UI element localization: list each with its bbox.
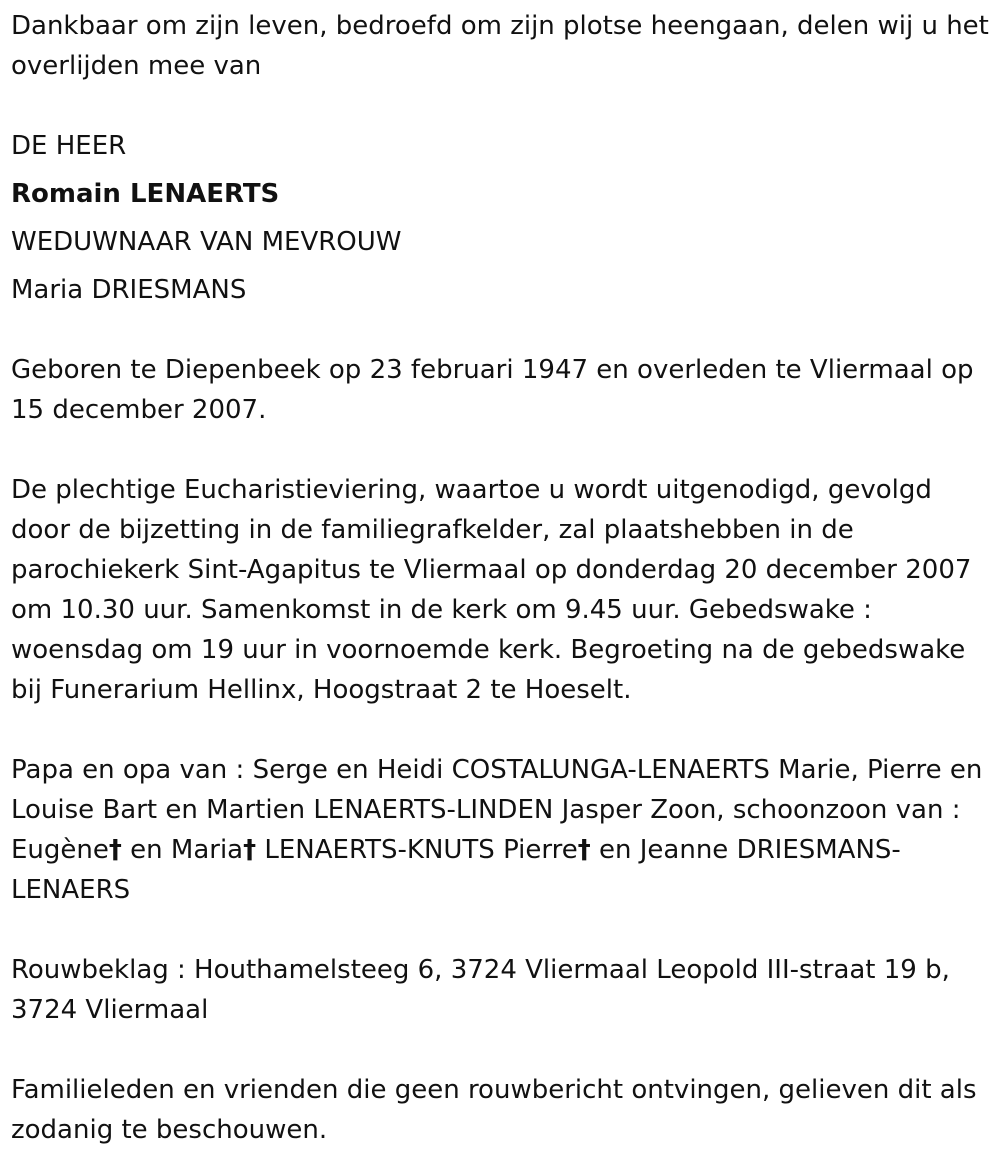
spacer — [11, 710, 990, 750]
family-part-3: LENAERTS-KNUTS Pierre — [256, 835, 578, 865]
family-part-2: en Maria — [121, 835, 244, 865]
widower-line: WEDUWNAAR VAN MEVROUW — [11, 227, 402, 257]
spacer — [11, 1030, 990, 1070]
spacer — [11, 310, 990, 350]
family-text — [11, 750, 990, 910]
deceased-name: Romain LENAERTS — [11, 179, 280, 209]
spacer — [11, 86, 990, 126]
cross-icon: † — [577, 835, 591, 865]
family-part-1: Papa en opa van : Serge en Heidi COSTALUNGA-LENAERTS Marie, Pierre en Louise Bart en Martien LENAERTS-LINDEN Jasper Zoon, schoonzoon van : Eugène — [11, 755, 983, 865]
closing-text: Familieleden en vrienden die geen rouwbericht ontvingen, gelieven dit als zodanig te beschouwen. — [11, 1075, 977, 1145]
cross-icon: † — [108, 835, 122, 865]
spouse-name: Maria DRIESMANS — [11, 275, 247, 305]
cross-icon: † — [243, 835, 257, 865]
spacer — [11, 910, 990, 950]
condolence-text: Rouwbeklag : Houthamelsteeg 6, 3724 Vliermaal Leopold III-straat 19 b, 3724 Vliermaal — [11, 955, 950, 1025]
intro-text: Dankbaar om zijn leven, bedroefd om zijn plotse heengaan, delen wij u het overlijden mee van — [11, 11, 989, 81]
birth-death-text: Geboren te Diepenbeek op 23 februari 1947 en overleden te Vliermaal op 15 december 2007. — [11, 355, 974, 425]
spacer — [11, 430, 990, 470]
title-line: DE HEER — [11, 131, 127, 161]
family-part-4: en Jeanne DRIESMANS-LENAERS — [11, 835, 901, 905]
ceremony-text: De plechtige Eucharistieviering, waartoe u wordt uitgenodigd, gevolgd door de bijzetting in de familiegrafkelder, zal plaatshebben in de parochiekerk Sint-Agapitus te Vliermaal op donderdag 20 december 2007 om 10.30 uur. Samenkomst in de kerk om 9.45 uur. Gebedswake : woensdag om 19 uur in voornoemde kerk. Begroeting na de gebedswake bij Funerarium Hellinx, Hoogstraat 2 te Hoeselt. — [11, 475, 972, 705]
